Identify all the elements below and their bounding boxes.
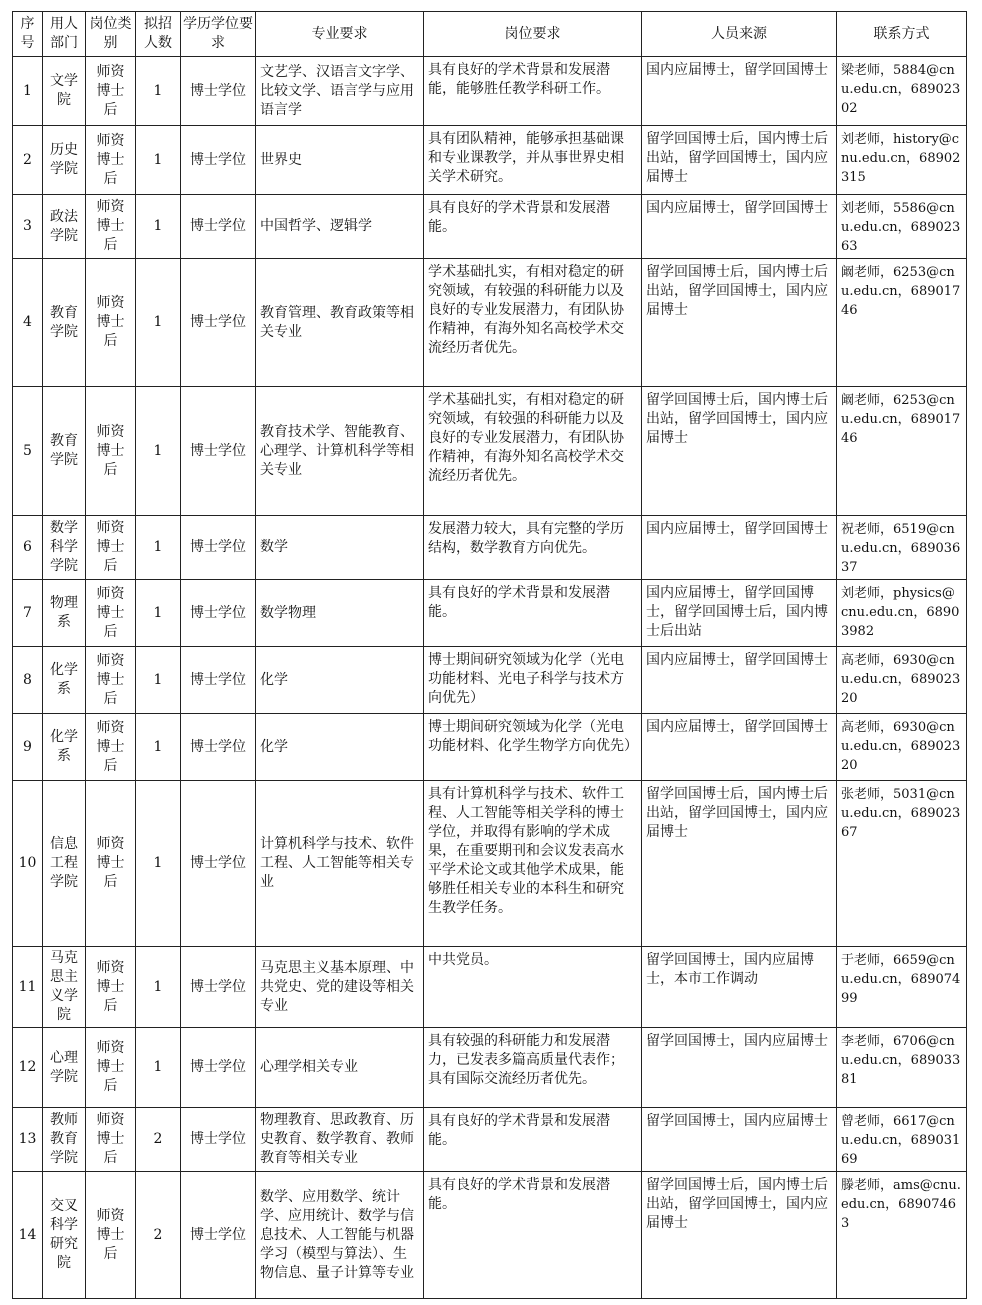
cell-no: 8 — [13, 647, 43, 714]
cell-dept: 教育学院 — [43, 387, 86, 516]
recruitment-table-container — [12, 11, 967, 1299]
cell-major: 数学、应用数学、统计学、应用统计、数学与信息技术、人工智能与机器学习（模型与算法）、生物信息、量子计算等专业 — [256, 1172, 424, 1299]
table-row — [13, 1108, 967, 1172]
cell-type: 师资博士后 — [86, 947, 136, 1028]
cell-post: 具有计算机科学与技术、软件工程、人工智能等相关学科的博士学位，并取得有影响的学术成果，在重要期刊和会议发表高水平学术论文或其他学术成果，能够胜任相关专业的本科生和研究生教学任务。 — [424, 781, 642, 947]
cell-contact: 梁老师，5884@cnu.edu.cn，68902302 — [837, 57, 967, 126]
cell-source: 国内应届博士，留学回国博士 — [642, 57, 837, 126]
cell-major: 心理学相关专业 — [256, 1028, 424, 1108]
cell-post: 中共党员。 — [424, 947, 642, 1028]
table-row — [13, 516, 967, 580]
cell-dept: 马克思主义学院 — [43, 947, 86, 1028]
cell-type: 师资博士后 — [86, 1172, 136, 1299]
cell-dept: 教育学院 — [43, 259, 86, 387]
cell-major: 化学 — [256, 714, 424, 781]
cell-post: 具有良好的学术背景和发展潜能。 — [424, 1108, 642, 1172]
cell-no: 9 — [13, 714, 43, 781]
cell-count: 1 — [136, 714, 181, 781]
cell-source: 留学回国博士，国内应届博士 — [642, 1028, 837, 1108]
cell-post: 具有良好的学术背景和发展潜能。 — [424, 1172, 642, 1299]
cell-type: 师资博士后 — [86, 1028, 136, 1108]
cell-dept: 信息工程学院 — [43, 781, 86, 947]
cell-degree: 博士学位 — [181, 647, 256, 714]
cell-degree: 博士学位 — [181, 580, 256, 647]
cell-no: 14 — [13, 1172, 43, 1299]
header-dept: 用人部门 — [43, 12, 86, 57]
cell-count: 2 — [136, 1108, 181, 1172]
cell-source: 留学回国博士，国内应届博士，本市工作调动 — [642, 947, 837, 1028]
table-row — [13, 580, 967, 647]
cell-dept: 数学科学学院 — [43, 516, 86, 580]
cell-no: 6 — [13, 516, 43, 580]
header-type: 岗位类别 — [86, 12, 136, 57]
cell-contact: 李老师，6706@cnu.edu.cn，68903381 — [837, 1028, 967, 1108]
cell-major: 教育管理、教育政策等相关专业 — [256, 259, 424, 387]
header-no: 序号 — [13, 12, 43, 57]
cell-source: 留学回国博士后，国内博士后出站，留学回国博士，国内应届博士 — [642, 259, 837, 387]
cell-contact: 高老师，6930@cnu.edu.cn，68902320 — [837, 647, 967, 714]
cell-type: 师资博士后 — [86, 259, 136, 387]
cell-contact: 阚老师，6253@cnu.edu.cn，68901746 — [837, 259, 967, 387]
cell-count: 1 — [136, 195, 181, 259]
cell-count: 1 — [136, 259, 181, 387]
table-row — [13, 1172, 967, 1299]
cell-contact: 祝老师，6519@cnu.edu.cn，68903637 — [837, 516, 967, 580]
table-row — [13, 647, 967, 714]
cell-no: 4 — [13, 259, 43, 387]
cell-contact: 滕老师，ams@cnu.edu.cn，68907463 — [837, 1172, 967, 1299]
cell-no: 12 — [13, 1028, 43, 1108]
cell-count: 1 — [136, 387, 181, 516]
cell-type: 师资博士后 — [86, 387, 136, 516]
cell-no: 5 — [13, 387, 43, 516]
cell-type: 师资博士后 — [86, 714, 136, 781]
cell-major: 教育技术学、智能教育、心理学、计算机科学等相关专业 — [256, 387, 424, 516]
cell-post: 具有良好的学术背景和发展潜能。 — [424, 195, 642, 259]
cell-dept: 交叉科学研究院 — [43, 1172, 86, 1299]
cell-type: 师资博士后 — [86, 195, 136, 259]
cell-major: 数学物理 — [256, 580, 424, 647]
header-source: 人员来源 — [642, 12, 837, 57]
cell-contact: 高老师，6930@cnu.edu.cn，68902320 — [837, 714, 967, 781]
cell-contact: 刘老师，physics@cnu.edu.cn，68903982 — [837, 580, 967, 647]
header-contact: 联系方式 — [837, 12, 967, 57]
table-row — [13, 126, 967, 195]
cell-post: 学术基础扎实，有相对稳定的研究领域，有较强的科研能力以及良好的专业发展潜力，有团队协作精神，有海外知名高校学术交流经历者优先。 — [424, 259, 642, 387]
cell-no: 11 — [13, 947, 43, 1028]
cell-type: 师资博士后 — [86, 1108, 136, 1172]
cell-source: 国内应届博士，留学回国博士 — [642, 516, 837, 580]
cell-degree: 博士学位 — [181, 1028, 256, 1108]
cell-source: 留学回国博士后，国内博士后出站，留学回国博士，国内应届博士 — [642, 1172, 837, 1299]
cell-contact: 刘老师，5586@cnu.edu.cn，68902363 — [837, 195, 967, 259]
header-count: 拟招人数 — [136, 12, 181, 57]
table-row — [13, 57, 967, 126]
cell-dept: 文学院 — [43, 57, 86, 126]
cell-degree: 博士学位 — [181, 57, 256, 126]
cell-degree: 博士学位 — [181, 516, 256, 580]
cell-major: 化学 — [256, 647, 424, 714]
cell-contact: 张老师，5031@cnu.edu.cn，68902367 — [837, 781, 967, 947]
cell-post: 具有团队精神，能够承担基础课和专业课教学，并从事世界史相关学术研究。 — [424, 126, 642, 195]
cell-source: 留学回国博士后，国内博士后出站，留学回国博士，国内应届博士 — [642, 126, 837, 195]
cell-type: 师资博士后 — [86, 647, 136, 714]
cell-count: 1 — [136, 580, 181, 647]
cell-degree: 博士学位 — [181, 1172, 256, 1299]
cell-type: 师资博士后 — [86, 516, 136, 580]
cell-count: 1 — [136, 516, 181, 580]
header-major: 专业要求 — [256, 12, 424, 57]
cell-post: 博士期间研究领域为化学（光电功能材料、光电子科学与技术方向优先） — [424, 647, 642, 714]
table-row — [13, 947, 967, 1028]
cell-degree: 博士学位 — [181, 781, 256, 947]
cell-contact: 阚老师，6253@cnu.edu.cn，68901746 — [837, 387, 967, 516]
cell-dept: 心理学院 — [43, 1028, 86, 1108]
header-row — [13, 12, 967, 57]
cell-degree: 博士学位 — [181, 714, 256, 781]
table-row — [13, 1028, 967, 1108]
cell-degree: 博士学位 — [181, 195, 256, 259]
cell-no: 2 — [13, 126, 43, 195]
cell-count: 1 — [136, 647, 181, 714]
cell-degree: 博士学位 — [181, 387, 256, 516]
cell-count: 2 — [136, 1172, 181, 1299]
table-row — [13, 259, 967, 387]
cell-type: 师资博士后 — [86, 126, 136, 195]
cell-post: 具有良好的学术背景和发展潜能。 — [424, 580, 642, 647]
cell-dept: 化学系 — [43, 647, 86, 714]
cell-contact: 曾老师，6617@cnu.edu.cn，68903169 — [837, 1108, 967, 1172]
cell-count: 1 — [136, 57, 181, 126]
cell-type: 师资博士后 — [86, 781, 136, 947]
cell-major: 计算机科学与技术、软件工程、人工智能等相关专业 — [256, 781, 424, 947]
cell-dept: 历史学院 — [43, 126, 86, 195]
cell-major: 文艺学、汉语言文字学、 比较文学、语言学与应用语言学 — [256, 57, 424, 126]
cell-count: 1 — [136, 781, 181, 947]
cell-dept: 物理系 — [43, 580, 86, 647]
header-degree: 学历学位要求 — [181, 12, 256, 57]
cell-type: 师资博士后 — [86, 580, 136, 647]
cell-degree: 博士学位 — [181, 259, 256, 387]
cell-major: 物理教育、思政教育、历史教育、数学教育、教师教育等相关专业 — [256, 1108, 424, 1172]
cell-major: 马克思主义基本原理、中共党史、党的建设等相关专业 — [256, 947, 424, 1028]
table-body — [13, 57, 967, 1299]
cell-no: 1 — [13, 57, 43, 126]
cell-post: 具有良好的学术背景和发展潜能，能够胜任教学科研工作。 — [424, 57, 642, 126]
cell-dept: 政法学院 — [43, 195, 86, 259]
cell-source: 国内应届博士，留学回国博士 — [642, 714, 837, 781]
cell-count: 1 — [136, 126, 181, 195]
recruitment-table — [12, 11, 967, 1299]
table-row — [13, 714, 967, 781]
cell-source: 国内应届博士，留学回国博士，留学回国博士后，国内博士后出站 — [642, 580, 837, 647]
cell-no: 13 — [13, 1108, 43, 1172]
cell-degree: 博士学位 — [181, 126, 256, 195]
cell-post: 博士期间研究领域为化学（光电功能材料、化学生物学方向优先） — [424, 714, 642, 781]
table-row — [13, 195, 967, 259]
cell-post: 发展潜力较大，具有完整的学历结构，数学教育方向优先。 — [424, 516, 642, 580]
cell-source: 留学回国博士，国内应届博士 — [642, 1108, 837, 1172]
cell-dept: 化学系 — [43, 714, 86, 781]
cell-source: 留学回国博士后，国内博士后出站，留学回国博士，国内应届博士 — [642, 387, 837, 516]
cell-dept: 教师教育学院 — [43, 1108, 86, 1172]
cell-post: 具有较强的科研能力和发展潜力，已发表多篇高质量代表作；具有国际交流经历者优先。 — [424, 1028, 642, 1108]
cell-major: 世界史 — [256, 126, 424, 195]
header-post: 岗位要求 — [424, 12, 642, 57]
cell-count: 1 — [136, 1028, 181, 1108]
cell-source: 国内应届博士，留学回国博士 — [642, 195, 837, 259]
cell-type: 师资博士后 — [86, 57, 136, 126]
cell-post: 学术基础扎实，有相对稳定的研究领域，有较强的科研能力以及良好的专业发展潜力，有团队协作精神，有海外知名高校学术交流经历者优先。 — [424, 387, 642, 516]
cell-degree: 博士学位 — [181, 947, 256, 1028]
table-row — [13, 387, 967, 516]
cell-degree: 博士学位 — [181, 1108, 256, 1172]
cell-no: 3 — [13, 195, 43, 259]
cell-contact: 刘老师，history@cnu.edu.cn，68902315 — [837, 126, 967, 195]
cell-major: 中国哲学、逻辑学 — [256, 195, 424, 259]
cell-no: 7 — [13, 580, 43, 647]
cell-count: 1 — [136, 947, 181, 1028]
cell-source: 留学回国博士后，国内博士后出站，留学回国博士，国内应届博士 — [642, 781, 837, 947]
cell-source: 国内应届博士，留学回国博士 — [642, 647, 837, 714]
cell-major: 数学 — [256, 516, 424, 580]
cell-no: 10 — [13, 781, 43, 947]
cell-contact: 于老师，6659@cnu.edu.cn，68907499 — [837, 947, 967, 1028]
table-row — [13, 781, 967, 947]
